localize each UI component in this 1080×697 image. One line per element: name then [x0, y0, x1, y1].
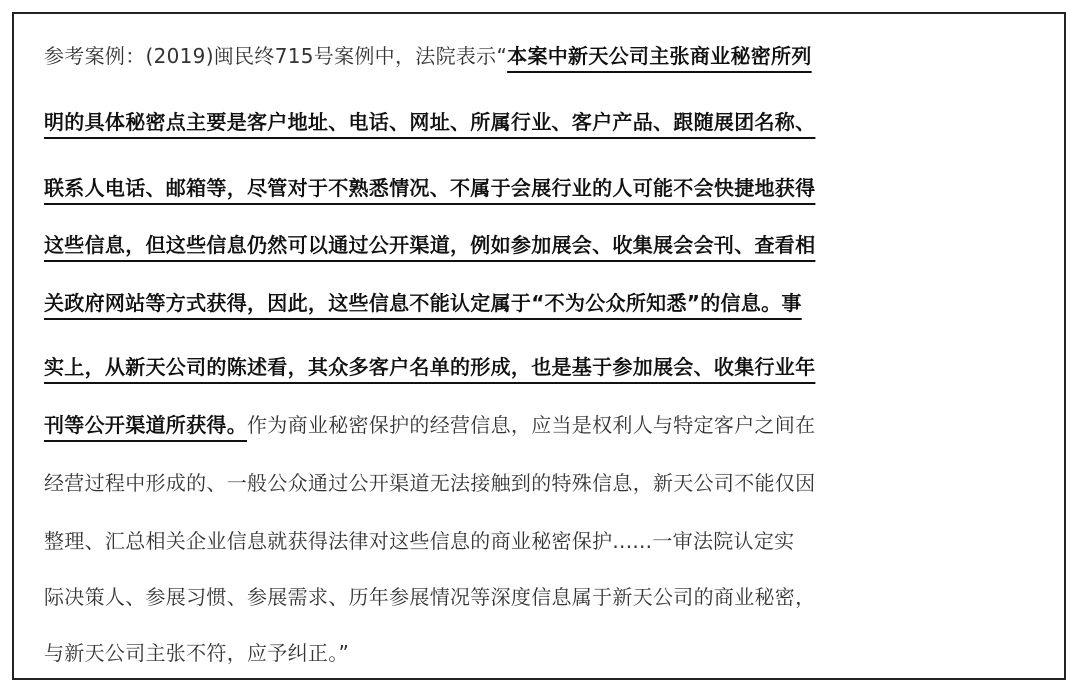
quoted-text-underlined: 刊等公开渠道所获得。	[44, 413, 247, 437]
text-line-11	[44, 636, 1044, 670]
quoted-text-underlined: 这些信息，但这些信息仍然可以通过公开渠道，例如参加展会、收集展会会刊、查看相	[44, 233, 816, 257]
text-line-2	[44, 105, 1044, 139]
body-text: 作为商业秘密保护的经营信息，应当是权利人与特定客户之间在	[247, 413, 816, 437]
quoted-text-underlined: 联系人电话、邮箱等，尽管对于不熟悉情况、不属于会展行业的人可能不会快捷地获得	[44, 176, 816, 200]
quoted-text-underlined: 关政府网站等方式获得，因此，这些信息不能认定属于“不为公众所知悉”的信息。事	[44, 291, 802, 315]
quoted-text-underlined: 实上，从新天公司的陈述看，其众多客户名单的形成，也是基于参加展会、收集行业年	[44, 355, 816, 379]
quoted-text-underlined: 明的具体秘密点主要是客户地址、电话、网址、所属行业、客户产品、跟随展团名称、	[44, 110, 816, 134]
text-line-5	[44, 286, 1044, 320]
text-line-1	[44, 39, 1044, 73]
case-reference-text: 参考案例：(2019)闽民终715号案例中，法院表示“	[44, 44, 508, 68]
body-text: 与新天公司主张不符，应予纠正。”	[44, 641, 350, 665]
text-line-8	[44, 466, 1044, 500]
body-text: 整理、汇总相关企业信息就获得法律对这些信息的商业秘密保护......一审法院认定实	[44, 529, 795, 553]
document-frame	[12, 12, 1066, 680]
text-line-10	[44, 580, 1044, 614]
body-text: 际决策人、参展习惯、参展需求、历年参展情况等深度信息属于新天公司的商业秘密，	[44, 585, 816, 609]
body-text: 经营过程中形成的、一般公众通过公开渠道无法接触到的特殊信息，新天公司不能仅因	[44, 471, 816, 495]
text-line-6	[44, 350, 1044, 384]
text-line-4	[44, 228, 1044, 262]
quoted-text-underlined: 本案中新天公司主张商业秘密所列	[507, 44, 812, 68]
text-line-7	[44, 408, 1044, 442]
text-line-3	[44, 171, 1044, 205]
text-line-9	[44, 524, 1044, 558]
